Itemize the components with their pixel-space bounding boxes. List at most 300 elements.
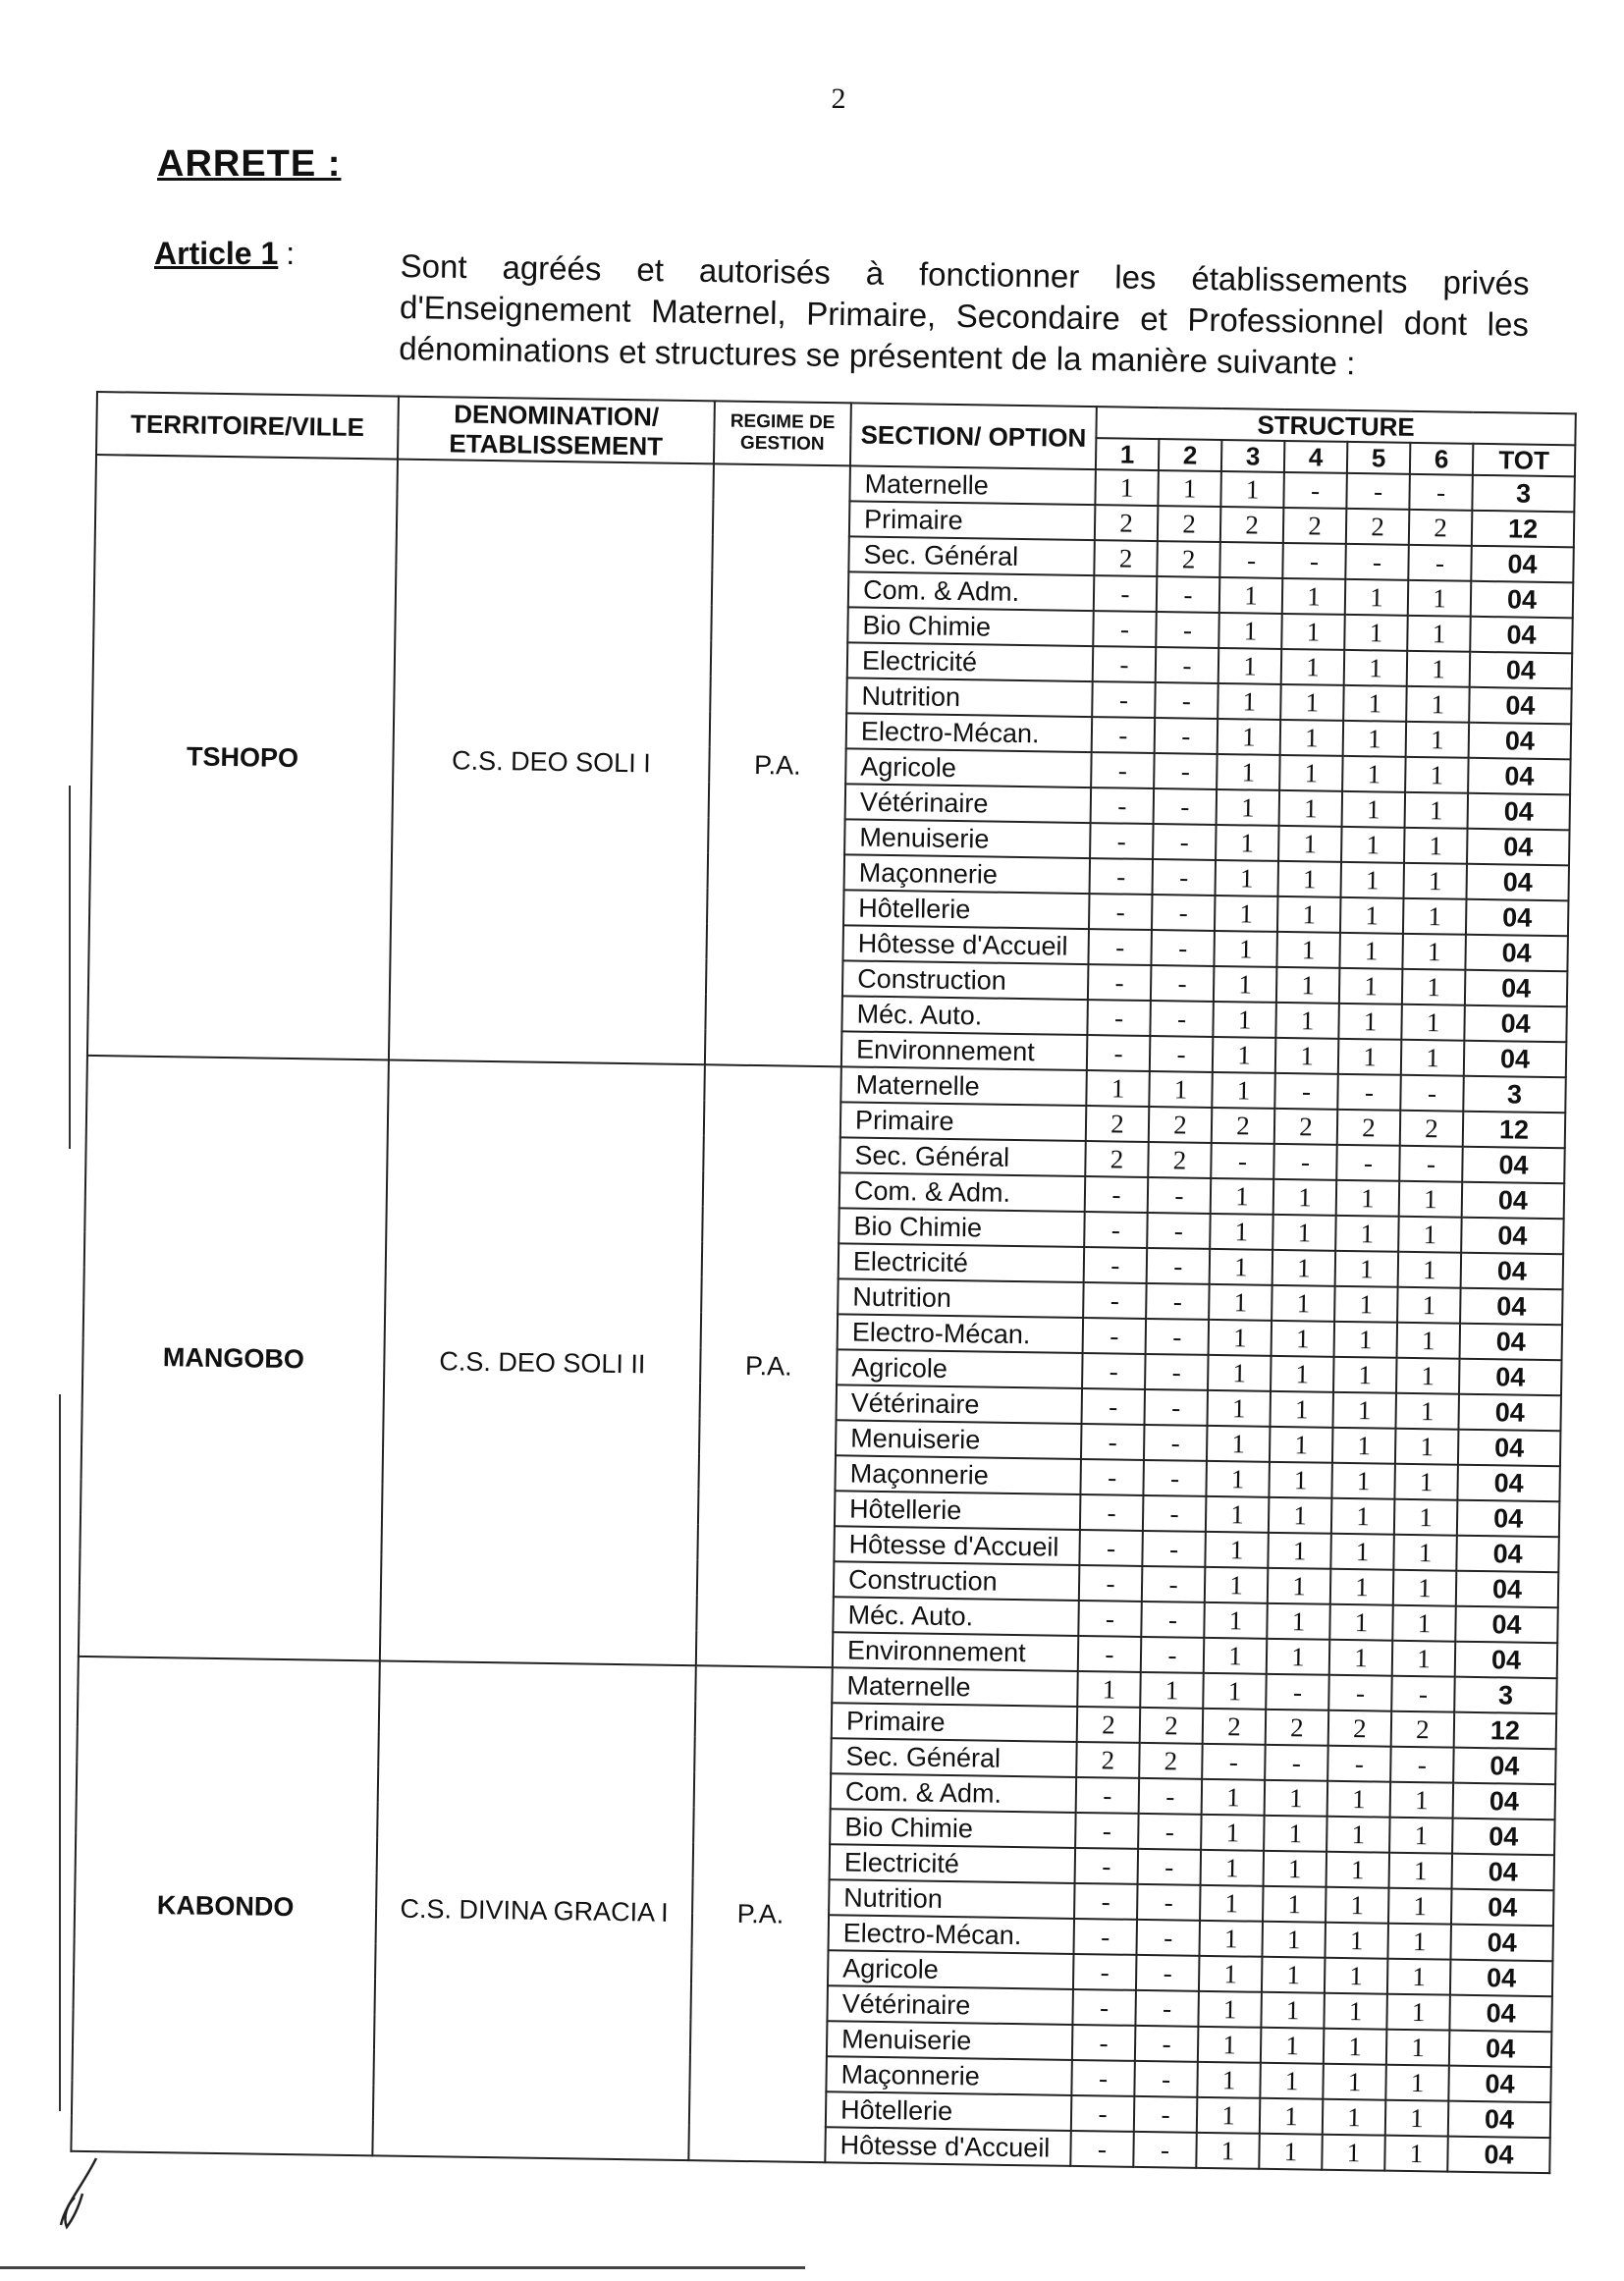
structure-cell-1: -: [1076, 1777, 1140, 1814]
structure-cell-6: 1: [1389, 1853, 1453, 1889]
structure-cell-1: -: [1090, 858, 1154, 895]
structure-cell-1: 1: [1077, 1671, 1141, 1708]
section-option-cell: Hôtesse d'Accueil: [842, 925, 1089, 964]
structure-cell-2: 1: [1149, 1071, 1213, 1108]
structure-cell-2: -: [1154, 753, 1218, 789]
total-cell: 04: [1461, 1218, 1564, 1255]
structure-cell-2: -: [1147, 1213, 1211, 1249]
structure-cell-2: -: [1134, 2061, 1198, 2097]
total-cell: 04: [1457, 1465, 1560, 1502]
structure-cell-3: 2: [1212, 1108, 1275, 1144]
section-option-cell: Com. & Adm.: [848, 571, 1095, 611]
structure-cell-6: 1: [1390, 1782, 1454, 1819]
structure-cell-2: -: [1139, 1778, 1203, 1815]
structure-cell-6: 1: [1389, 1818, 1453, 1854]
structure-cell-1: 2: [1076, 1742, 1140, 1778]
structure-cell-4: 1: [1278, 826, 1342, 862]
structure-cell-2: 1: [1140, 1672, 1204, 1709]
section-option-cell: Maternelle: [840, 1066, 1087, 1106]
structure-cell-3: 1: [1220, 471, 1284, 508]
structure-cell-6: 1: [1394, 1499, 1458, 1536]
structure-cell-3: 1: [1205, 1567, 1269, 1603]
structure-cell-4: 1: [1277, 861, 1341, 897]
structure-cell-6: 1: [1397, 1323, 1461, 1359]
total-cell: 04: [1447, 2137, 1550, 2174]
structure-cell-3: 1: [1210, 1249, 1273, 1285]
structure-cell-5: 1: [1334, 1322, 1398, 1358]
structure-cell-2: -: [1156, 612, 1219, 648]
structure-cell-2: -: [1135, 2026, 1199, 2062]
structure-cell-5: 1: [1325, 1958, 1388, 1994]
structure-cell-4: 1: [1262, 1957, 1326, 1993]
structure-cell-2: 2: [1158, 506, 1221, 542]
structure-cell-6: 1: [1386, 1994, 1450, 2031]
total-cell: 04: [1458, 1394, 1561, 1432]
structure-cell-4: 1: [1281, 649, 1345, 685]
section-option-cell: Maçonnerie: [835, 1455, 1081, 1494]
total-cell: 04: [1449, 2031, 1552, 2068]
regime-cell: P.A.: [696, 1064, 841, 1667]
header-col-1: 1: [1096, 438, 1159, 470]
structure-cell-4: -: [1265, 1745, 1328, 1781]
structure-cell-5: 1: [1342, 756, 1406, 792]
section-option-cell: Electro-Mécan.: [838, 1314, 1084, 1353]
total-cell: 04: [1455, 1642, 1558, 1679]
section-option-cell: Agricole: [828, 1950, 1074, 1989]
regime-cell: P.A.: [688, 1665, 832, 2162]
section-option-cell: Maternelle: [849, 465, 1096, 505]
total-cell: 04: [1453, 1783, 1556, 1820]
section-option-cell: Vétérinaire: [827, 1985, 1073, 2025]
page-number: 2: [831, 82, 846, 115]
section-option-cell: Construction: [834, 1561, 1080, 1601]
structure-cell-4: 1: [1280, 684, 1344, 721]
structure-cell-5: 1: [1336, 1180, 1400, 1217]
structure-cell-1: -: [1080, 1459, 1144, 1495]
structure-cell-6: 1: [1402, 934, 1466, 970]
structure-cell-5: 1: [1332, 1428, 1396, 1464]
total-cell: 04: [1452, 1819, 1555, 1856]
structure-cell-2: -: [1146, 1283, 1210, 1320]
structure-cell-6: 2: [1391, 1711, 1455, 1748]
section-option-cell: Bio Chimie: [839, 1208, 1085, 1247]
structure-cell-6: 1: [1394, 1464, 1458, 1500]
section-option-cell: Menuiserie: [836, 1420, 1082, 1459]
structure-cell-5: 1: [1340, 897, 1404, 934]
structure-cell-3: 1: [1206, 1496, 1270, 1533]
structure-cell-4: 1: [1282, 578, 1346, 615]
structure-cell-2: 2: [1157, 541, 1220, 577]
structure-cell-4: 1: [1270, 1391, 1333, 1428]
structure-cell-2: -: [1136, 1920, 1200, 1956]
structure-cell-3: 1: [1209, 1320, 1272, 1356]
structure-cell-2: -: [1145, 1354, 1209, 1390]
structure-cell-1: 1: [1086, 1070, 1150, 1107]
structure-cell-4: 1: [1269, 1462, 1332, 1498]
structure-cell-4: 1: [1276, 932, 1340, 968]
section-option-cell: Vétérinaire: [845, 784, 1092, 823]
structure-cell-1: -: [1093, 611, 1157, 647]
structure-cell-4: -: [1274, 1073, 1338, 1110]
structure-cell-6: 1: [1405, 757, 1469, 793]
structure-cell-1: -: [1082, 1353, 1146, 1389]
structure-cell-4: 1: [1280, 720, 1344, 756]
section-option-cell: Primaire: [832, 1703, 1078, 1742]
total-cell: 04: [1464, 1041, 1567, 1078]
structure-cell-2: 1: [1158, 470, 1221, 507]
structure-cell-5: -: [1327, 1746, 1391, 1782]
structure-cell-3: 1: [1204, 1638, 1268, 1674]
structure-cell-6: 1: [1393, 1570, 1457, 1606]
section-option-cell: Com. & Adm.: [839, 1172, 1086, 1212]
structure-cell-4: 1: [1275, 1003, 1339, 1039]
structure-cell-5: 2: [1346, 509, 1410, 545]
structure-cell-3: 1: [1199, 1921, 1263, 1957]
structure-cell-2: -: [1147, 1248, 1211, 1284]
total-cell: 04: [1455, 1606, 1558, 1644]
structure-cell-1: -: [1087, 1035, 1151, 1071]
structure-cell-6: 1: [1402, 969, 1466, 1005]
total-cell: 04: [1465, 935, 1568, 972]
header-structure: STRUCTURE: [1096, 407, 1575, 445]
section-option-cell: Primaire: [849, 501, 1096, 540]
structure-cell-2: -: [1141, 1637, 1205, 1673]
total-cell: 04: [1456, 1571, 1559, 1608]
table-body: [71, 455, 1575, 2173]
structure-cell-4: 1: [1264, 1816, 1327, 1852]
total-cell: 04: [1471, 546, 1574, 583]
section-option-cell: Electricité: [830, 1844, 1076, 1883]
section-option-cell: Hôtesse d'Accueil: [825, 2127, 1071, 2166]
structure-cell-3: 1: [1208, 1355, 1272, 1391]
structure-cell-5: 1: [1344, 615, 1408, 651]
structure-cell-1: -: [1094, 575, 1158, 612]
structure-cell-6: -: [1390, 1747, 1454, 1783]
structure-cell-3: 1: [1198, 2027, 1262, 2063]
structure-cell-3: 1: [1218, 613, 1282, 649]
structure-cell-4: 1: [1279, 790, 1343, 827]
structure-cell-3: 1: [1210, 1214, 1273, 1250]
structure-cell-2: -: [1156, 647, 1219, 683]
structure-cell-4: 1: [1260, 2098, 1324, 2135]
structure-cell-1: -: [1087, 1000, 1151, 1036]
structure-cell-3: 1: [1211, 1178, 1274, 1215]
structure-cell-1: -: [1073, 1954, 1137, 1990]
structure-cell-3: 1: [1219, 577, 1283, 614]
section-option-cell: Nutrition: [846, 678, 1093, 717]
structure-cell-6: -: [1409, 474, 1473, 511]
structure-cell-1: -: [1070, 2131, 1134, 2167]
structure-cell-5: -: [1346, 473, 1410, 510]
structure-cell-6: 1: [1408, 580, 1472, 617]
structure-cell-3: 1: [1200, 1885, 1264, 1922]
structure-cell-4: 1: [1264, 1851, 1327, 1887]
section-option-cell: Primaire: [840, 1102, 1087, 1141]
total-cell: 04: [1456, 1536, 1559, 1573]
signature-mark: [53, 2146, 112, 2235]
structure-cell-3: 2: [1220, 507, 1284, 543]
structure-cell-4: 1: [1279, 755, 1343, 791]
total-cell: 12: [1472, 511, 1575, 548]
structure-cell-6: -: [1408, 545, 1472, 581]
total-cell: 04: [1459, 1359, 1562, 1396]
structure-cell-5: 1: [1335, 1251, 1399, 1287]
total-cell: 12: [1454, 1712, 1557, 1750]
structure-cell-5: 1: [1335, 1216, 1399, 1252]
structure-cell-5: 1: [1326, 1887, 1389, 1924]
structure-cell-1: -: [1092, 717, 1156, 753]
structure-cell-5: 1: [1331, 1498, 1395, 1535]
structure-cell-4: 1: [1276, 967, 1340, 1004]
structure-cell-1: -: [1075, 1813, 1139, 1849]
total-cell: 04: [1468, 793, 1571, 831]
total-cell: 04: [1461, 1253, 1564, 1290]
structure-cell-1: -: [1074, 1883, 1138, 1920]
structure-cell-3: -: [1211, 1143, 1274, 1179]
structure-cell-2: -: [1134, 2096, 1198, 2133]
structure-cell-6: 1: [1403, 898, 1467, 935]
structure-cell-4: 1: [1273, 1179, 1337, 1216]
structure-cell-3: 1: [1215, 896, 1278, 932]
structure-cell-2: -: [1138, 1849, 1202, 1885]
total-cell: 04: [1465, 970, 1568, 1007]
section-option-cell: Electricité: [839, 1243, 1085, 1282]
structure-cell-3: 2: [1203, 1709, 1267, 1745]
total-cell: 3: [1472, 475, 1575, 513]
structure-cell-1: 2: [1085, 1141, 1149, 1177]
structure-cell-3: -: [1219, 542, 1283, 578]
structure-cell-2: -: [1148, 1177, 1212, 1214]
structure-cell-3: 1: [1218, 683, 1281, 720]
total-cell: 04: [1466, 864, 1569, 901]
header-territoire: TERRITOIRE/VILLE: [96, 392, 399, 460]
structure-cell-1: 2: [1086, 1106, 1150, 1142]
structure-cell-2: -: [1133, 2132, 1197, 2168]
total-cell: 04: [1460, 1324, 1563, 1361]
structure-cell-5: 1: [1340, 862, 1404, 898]
structure-cell-1: -: [1079, 1530, 1143, 1566]
section-option-cell: Nutrition: [838, 1278, 1084, 1318]
structure-cell-3: 1: [1197, 2062, 1261, 2098]
establishment-cell: C.S. DEO SOLI II: [380, 1059, 705, 1665]
structure-cell-2: -: [1143, 1495, 1207, 1532]
territory-cell: TSHOPO: [87, 455, 398, 1059]
structure-cell-3: 1: [1197, 2097, 1261, 2134]
header-col-tot: TOT: [1473, 444, 1575, 477]
structure-cell-3: 1: [1217, 789, 1280, 826]
structure-cell-1: -: [1084, 1247, 1148, 1283]
section-option-cell: Maçonnerie: [826, 2056, 1072, 2095]
structure-cell-6: 1: [1401, 1040, 1465, 1076]
structure-cell-2: -: [1141, 1602, 1205, 1638]
structure-cell-4: -: [1282, 543, 1346, 579]
structure-cell-3: 1: [1216, 860, 1279, 896]
structure-cell-5: 1: [1327, 1781, 1391, 1818]
structure-cell-2: -: [1153, 824, 1217, 860]
structure-cell-2: -: [1143, 1460, 1207, 1496]
structure-cell-1: -: [1078, 1636, 1142, 1672]
structure-cell-1: -: [1088, 964, 1152, 1001]
structure-cell-2: -: [1138, 1814, 1202, 1850]
structure-cell-5: 2: [1337, 1110, 1401, 1146]
section-option-cell: Méc. Auto.: [841, 996, 1088, 1035]
total-cell: 04: [1460, 1288, 1563, 1326]
structure-cell-2: -: [1135, 1990, 1199, 2027]
structure-cell-5: 1: [1344, 650, 1408, 686]
structure-cell-4: 1: [1262, 1922, 1326, 1958]
structure-cell-5: -: [1328, 1675, 1392, 1711]
structure-cell-4: 1: [1261, 2028, 1325, 2064]
total-cell: 04: [1451, 1889, 1554, 1927]
structure-cell-1: -: [1083, 1318, 1147, 1354]
structure-cell-2: -: [1154, 788, 1218, 825]
structure-cell-1: -: [1072, 2025, 1136, 2061]
section-option-cell: Menuiserie: [827, 2021, 1073, 2060]
structure-cell-6: 1: [1392, 1641, 1456, 1677]
header-section: SECTION/ OPTION: [850, 403, 1097, 469]
structure-cell-1: -: [1089, 894, 1153, 930]
total-cell: 04: [1468, 758, 1571, 795]
structure-cell-1: -: [1088, 929, 1152, 965]
total-cell: 04: [1450, 1925, 1553, 1962]
structure-cell-6: 1: [1398, 1252, 1462, 1288]
structure-cell-5: 1: [1342, 791, 1406, 828]
section-option-cell: Bio Chimie: [830, 1809, 1076, 1848]
structure-cell-2: -: [1151, 965, 1215, 1002]
establishment-cell: C.S. DEO SOLI I: [389, 460, 714, 1065]
structure-cell-5: 1: [1339, 933, 1403, 969]
structure-cell-2: -: [1144, 1425, 1208, 1461]
total-cell: 04: [1457, 1500, 1560, 1538]
structure-cell-4: 2: [1274, 1109, 1338, 1145]
total-cell: 3: [1454, 1677, 1557, 1714]
establishment-cell: C.S. DIVINA GRACIA I: [372, 1660, 695, 2160]
structure-cell-5: 1: [1322, 2135, 1385, 2171]
structure-cell-5: 1: [1339, 968, 1403, 1005]
header-col-2: 2: [1159, 439, 1221, 471]
structure-cell-2: 2: [1148, 1142, 1212, 1178]
structure-cell-6: 1: [1405, 792, 1469, 829]
structure-cell-6: -: [1391, 1676, 1455, 1712]
structure-cell-3: 1: [1212, 1072, 1275, 1109]
section-option-cell: Electricité: [847, 642, 1094, 681]
structure-cell-5: 2: [1328, 1711, 1392, 1747]
structure-cell-6: 1: [1392, 1605, 1456, 1642]
total-cell: 04: [1470, 617, 1573, 654]
structure-cell-1: -: [1083, 1282, 1147, 1319]
section-option-cell: Agricole: [845, 748, 1092, 787]
structure-cell-1: -: [1080, 1494, 1144, 1531]
structure-cell-5: 1: [1338, 1039, 1402, 1075]
structure-cell-6: -: [1400, 1075, 1464, 1112]
section-option-cell: Maternelle: [832, 1667, 1078, 1707]
structure-cell-4: 1: [1272, 1215, 1336, 1251]
structure-cell-1: -: [1071, 2095, 1135, 2132]
structure-cell-3: 1: [1204, 1602, 1268, 1639]
structure-cell-6: -: [1399, 1146, 1463, 1182]
section-option-cell: Méc. Auto.: [833, 1597, 1079, 1636]
structure-cell-1: -: [1081, 1424, 1145, 1460]
structure-cell-1: -: [1072, 1989, 1136, 2026]
section-option-cell: Sec. Général: [848, 536, 1095, 575]
header-col-6: 6: [1410, 443, 1473, 475]
structure-cell-3: 1: [1196, 2133, 1260, 2169]
structure-cell-5: 1: [1323, 2064, 1386, 2100]
structure-cell-4: -: [1273, 1144, 1337, 1180]
structure-cell-5: 1: [1332, 1392, 1396, 1429]
section-option-cell: Hôtesse d'Accueil: [834, 1526, 1080, 1565]
structure-cell-6: 1: [1404, 828, 1468, 864]
structure-cell-2: -: [1144, 1389, 1208, 1426]
structure-cell-3: 1: [1202, 1779, 1266, 1816]
structure-cell-6: 1: [1399, 1181, 1463, 1218]
section-option-cell: Hôtellerie: [843, 890, 1090, 929]
header-col-4: 4: [1284, 441, 1347, 473]
structure-cell-2: 2: [1149, 1107, 1213, 1143]
structure-cell-5: 1: [1341, 827, 1405, 863]
structure-cell-1: -: [1091, 787, 1155, 824]
structure-cell-5: 1: [1325, 1923, 1388, 1959]
structure-cell-5: 1: [1334, 1286, 1398, 1323]
structure-cell-2: -: [1142, 1531, 1206, 1567]
structure-cell-5: 1: [1345, 579, 1409, 616]
structure-cell-2: -: [1136, 1955, 1200, 1991]
section-option-cell: Hôtellerie: [826, 2091, 1072, 2131]
section-option-cell: Environnement: [841, 1031, 1088, 1070]
structure-cell-5: 1: [1323, 2099, 1386, 2136]
structure-cell-4: 1: [1272, 1285, 1335, 1322]
structure-cell-6: 1: [1407, 616, 1471, 652]
structure-cell-6: 1: [1395, 1393, 1459, 1430]
structure-cell-1: -: [1075, 1848, 1139, 1884]
structure-cell-4: 1: [1277, 896, 1341, 933]
structure-cell-5: 1: [1333, 1357, 1397, 1393]
decree-heading: ARRETE :: [157, 143, 342, 185]
section-option-cell: Environnement: [833, 1632, 1079, 1671]
structure-cell-4: 1: [1272, 1250, 1336, 1286]
structure-cell-1: -: [1085, 1176, 1149, 1213]
section-option-cell: Vétérinaire: [837, 1385, 1083, 1424]
structure-cell-6: 1: [1403, 863, 1467, 899]
structure-cell-5: -: [1345, 544, 1409, 580]
total-cell: 04: [1464, 1005, 1567, 1043]
structure-cell-6: 1: [1386, 2030, 1450, 2066]
structure-cell-1: -: [1071, 2060, 1135, 2096]
total-cell: 04: [1448, 2101, 1551, 2139]
structure-cell-3: 1: [1218, 719, 1281, 755]
header-denomination: DENOMINATION/ ETABLISSEMENT: [398, 397, 715, 464]
structure-cell-1: -: [1073, 1919, 1137, 1955]
section-option-cell: Sec. Général: [839, 1137, 1086, 1176]
structure-cell-2: 2: [1139, 1743, 1203, 1779]
structure-cell-2: -: [1151, 930, 1215, 966]
article-label-text: Article 1: [154, 236, 279, 271]
structure-cell-1: -: [1091, 752, 1155, 788]
structure-cell-5: 1: [1326, 1852, 1390, 1888]
structure-cell-5: -: [1337, 1074, 1401, 1111]
total-cell: 04: [1462, 1182, 1565, 1220]
structure-cell-4: 1: [1259, 2134, 1323, 2170]
structure-cell-2: -: [1155, 682, 1218, 719]
structure-cell-1: -: [1093, 646, 1157, 682]
structure-cell-1: -: [1090, 823, 1154, 859]
structure-cell-6: 1: [1388, 1888, 1452, 1925]
section-option-cell: Menuiserie: [844, 819, 1091, 858]
structure-cell-2: 2: [1140, 1708, 1204, 1744]
article-label: [154, 236, 295, 272]
total-cell: 04: [1450, 1960, 1553, 1997]
structure-cell-2: -: [1142, 1566, 1206, 1602]
